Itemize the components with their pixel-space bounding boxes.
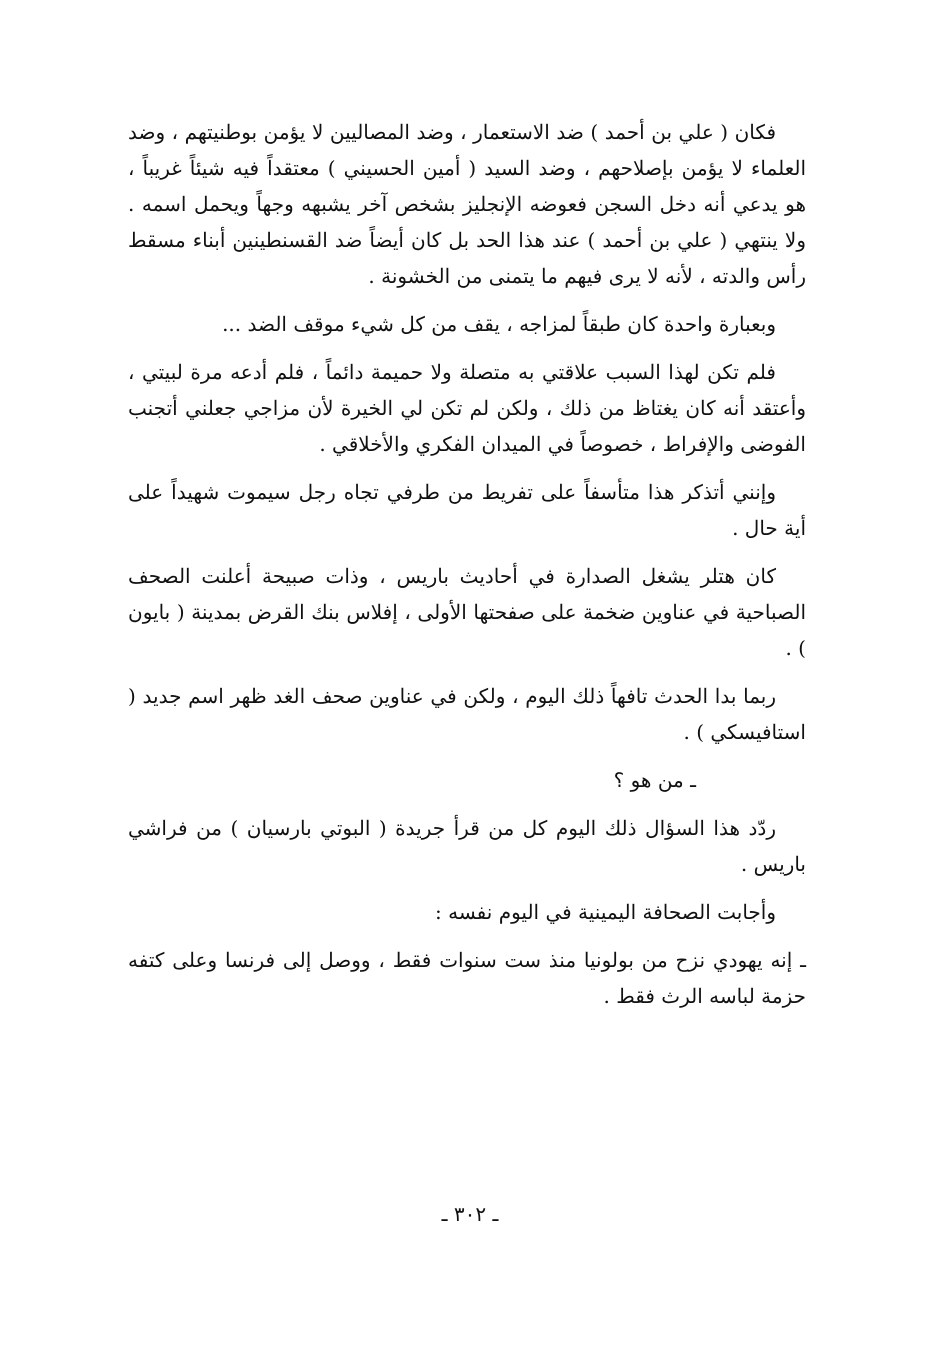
body-text bbox=[128, 114, 806, 1026]
paragraph-6: ربما بدا الحدث تافهاً ذلك اليوم ، ولكن في عناوين صحف الغد ظهر اسم جديد ( استافيسكي ) . bbox=[128, 684, 806, 744]
paragraph-2: وبعبارة واحدة كان طبقاً لمزاجه ، يقف من كل شيء موقف الضد ... bbox=[222, 312, 776, 336]
paragraph-9: ـ إنه يهودي نزح من بولونيا منذ ست سنوات فقط ، ووصل إلى فرنسا وعلى كتفه حزمة لباسه الرث فقط . bbox=[128, 948, 806, 1008]
paragraph-1: فكان ( علي بن أحمد ) ضد الاستعمار ، وضد المصاليين لا يؤمن بوطنيتهم ، وضد العلماء لا يؤمن بإصلاحهم ، وضد السيد ( أمين الحسيني ) معتقداً فيه شيئاً غريباً ، هو يدعي أنه دخل السجن فعوضه الإنجليز بشخص آخر يشبهه وجهاً ويحمل اسمه . ولا ينتهي ( علي بن أحمد ) عند هذا الحد بل كان أيضاً ضد القسنطينين أبناء مسقط رأس والدته ، لأنه لا يرى فيهم ما يتمنى من الخشونة . bbox=[128, 120, 806, 288]
dialogue-question: ـ من هو ؟ bbox=[613, 768, 696, 792]
paragraph-4: وإنني أتذكر هذا متأسفاً على تفريط من طرفي تجاه رجل سيموت شهيداً على أية حال . bbox=[128, 480, 806, 540]
paragraph-7: ردّد هذا السؤال ذلك اليوم كل من قرأ جريدة ( البوتي بارسيان ) من فراشي باريس . bbox=[128, 816, 806, 876]
paragraph-5: كان هتلر يشغل الصدارة في أحاديث باريس ، وذات صبيحة أعلنت الصحف الصباحية في عناوين ضخمة على صفحتها الأولى ، إفلاس بنك القرض بمدينة ( بايون ) . bbox=[128, 564, 806, 660]
paragraph-8: وأجابت الصحافة اليمينية في اليوم نفسه : bbox=[435, 900, 776, 924]
page-number: ـ ٣٠٢ ـ bbox=[441, 1202, 499, 1226]
paragraph-3: فلم تكن لهذا السبب علاقتي به متصلة ولا حميمة دائماً ، فلم أدعه مرة لبيتي ، وأعتقد أنه كان يغتاظ من ذلك ، ولكن لم تكن لي الخيرة لأن مزاجي جعلني أتجنب الفوضى والإفراط ، خصوصاً في الميدان الفكري والأخلاقي . bbox=[128, 360, 806, 456]
